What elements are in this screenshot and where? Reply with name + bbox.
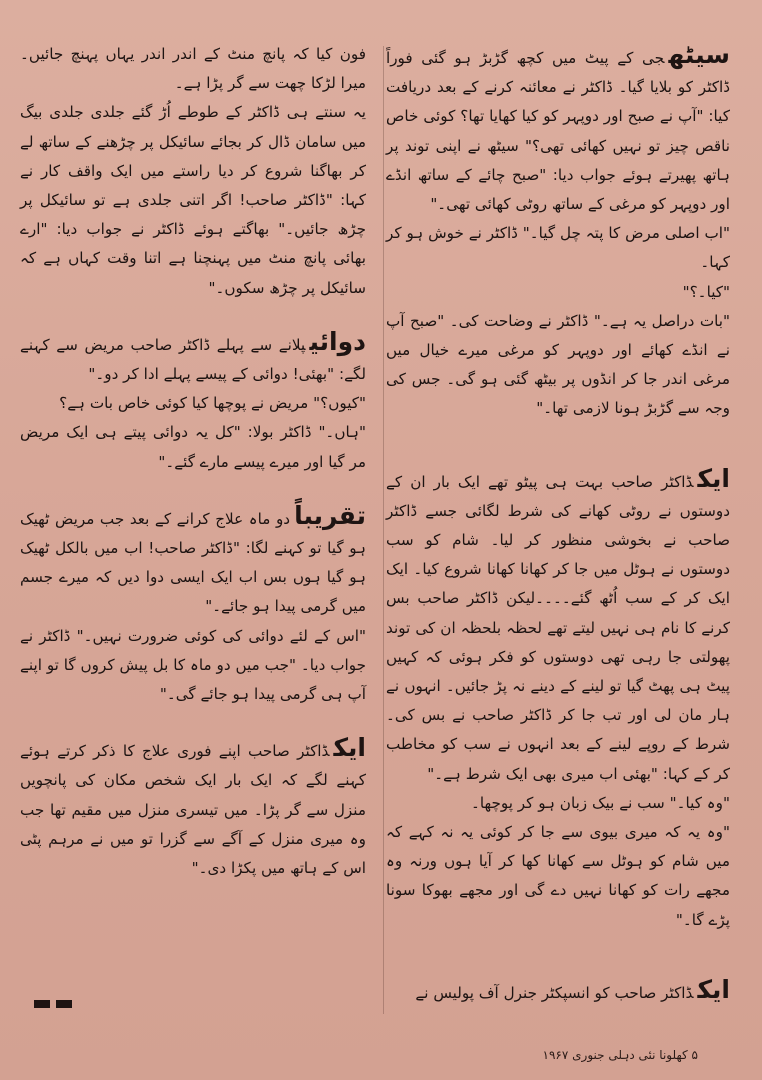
joke-inspector-paragraph <box>386 975 730 1008</box>
joke-bill-paragraph <box>20 501 366 622</box>
joke-line: "کیا۔؟" <box>682 282 730 301</box>
joke-text: ڈاکٹر صاحب اپنے فوری علاج کا ذکر کرتے ہوئے کہنے لگے کہ ایک بار ایک شخص مکان کی پانچویں منزل سے گر پڑا۔ میں تیسری منزل میں مقیم تھا جب وہ میری منزل کے آگے سے گزرا تو میں نے مرہم پٹی اس کے ہاتھ میں پکڑا دی۔" <box>20 742 366 878</box>
joke-text: ڈاکٹر صاحب بہت ہی پیٹو تھے ایک بار ان کے دوستوں نے روٹی کھانے کی شرط لگائی جسے ڈاکٹر صاحب نے بخوشی منظور کر لیا۔ شام کو سب دوستوں نے ہوٹل میں جا کر کھانا کھانا شروع کیا۔ ایک ایک کر کے سب اُٹھ گئے۔۔۔۔لیکن ڈاکٹر صاحب بس کرنے کا نام ہی نہیں لیتے تھے لحظہ بلحظہ ان کی توند پھولتی جا رہی تھی دوستوں کو فکر ہوئی کہ کہیں پیٹ ہی پھٹ گیا تو لینے کے دینے نہ پڑ جائیں۔ انہوں نے ہار مان لی اور تب جا کر ڈاکٹر صاحب نے بس کی۔ شرط کے روپے لینے کے بعد انہوں نے سب کو مخاطب کر کے کہا: "بھئی اب میری بھی ایک شرط ہے۔" <box>386 472 730 783</box>
joke-lead-word: ایک <box>333 733 366 763</box>
joke-inspector-continued: فون کیا کہ پانچ منٹ کے اندر اندر یہاں پہنچ جائیں۔ میرا لڑکا چھت سے گر پڑا ہے۔ <box>20 45 366 93</box>
joke-line: "وہ یہ کہ میری بیوی سے جا کر کوئی یہ نہ کہے کہ میں شام کو ہوٹل سے کھانا کھا کر آیا ہوں ورنہ وہ مجھے رات کو کھانا نہیں دے گی اور مجھے بھوکا سونا پڑے گا۔" <box>386 823 730 929</box>
end-of-article-mark <box>34 1000 72 1008</box>
joke-fall-paragraph <box>20 733 366 883</box>
joke-lead-word: سیٹھ <box>668 40 730 69</box>
joke-text: جی کے پیٹ میں کچھ گڑبڑ ہو گئی فوراً ڈاکٹر کو بلایا گیا۔ ڈاکٹر نے معائنہ کرنے کے بعد دریافت کیا: "آپ نے صبح اور دوپہر کو کیا کھایا تھا؟ کوئی خاص ناقص چیز تو نہیں کھائی تھی؟" سیٹھ نے اپنی توند پر ہاتھ پھیرتے ہوئے جواب دیا: "صبح چائے کے ساتھ انڈے اور دوپہر کو مرغی کے ساتھ روٹی کھائی تھی۔" <box>386 49 730 214</box>
column-divider <box>383 46 384 1014</box>
joke-text: ڈاکٹر صاحب کو انسپکٹر جنرل آف پولیس نے <box>415 983 694 1002</box>
joke-line: "کیوں؟" مریض نے پوچھا کیا کوئی خاص بات ہے؟ <box>59 394 366 413</box>
joke-line: "ہاں۔" ڈاکٹر بولا: "کل یہ دوائی پیتے ہی ایک مریض مر گیا اور میرے پیسے مارے گئے۔" <box>20 423 366 471</box>
joke-lead-word: دوائی <box>309 326 366 356</box>
joke-lead-word: تقریباً <box>294 500 366 530</box>
joke-line: "وہ کیا۔" سب نے بیک زبان ہو کر پوچھا۔ <box>470 793 730 812</box>
joke-lead-word: ایک <box>697 974 730 1004</box>
joke-line: "اب اصلی مرض کا پتہ چل گیا۔" ڈاکٹر نے خوش ہو کر کہا۔ <box>386 224 730 272</box>
page-footer: ۵ کھلونا نئی دہلی جنوری ۱۹۶۷ <box>542 1048 698 1062</box>
joke-line: یہ سنتے ہی ڈاکٹر کے طوطے اُڑ گئے جلدی جلدی بیگ میں سامان ڈال کر بجائے سائیکل پر چڑھنے کے ساتھ لے کر بھاگنا شروع کر دیا راستے میں ایک واقف کار نے کہا: "ڈاکٹر صاحب! اگر اتنی جلدی ہے تو سائیکل پر چڑھ جائیں۔" بھاگتے ہوئے ڈاکٹر نے جواب دیا: "ارے بھائی پانچ منٹ میں پہنچنا ہے اتنا وقت کہاں ہے کہ سائیکل پر چڑھ سکوں۔" <box>20 103 366 297</box>
right-column <box>386 40 730 1020</box>
left-column <box>20 40 366 1020</box>
joke-text: پلانے سے پہلے ڈاکٹر صاحب مریض سے کہنے لگے: "بھئی! دوائی کے پیسے پہلے ادا کر دو۔" <box>20 335 366 384</box>
joke-seth-paragraph <box>386 40 730 219</box>
joke-lead-word: ایک <box>697 463 730 493</box>
joke-line: "اس کے لئے دوائی کی کوئی ضرورت نہیں۔" ڈاکٹر نے جواب دیا۔ "جب میں دو ماہ کا بل پیش کروں گا تو اپنے آپ ہی گرمی پیدا ہو جائے گی۔" <box>20 626 366 704</box>
end-block-icon <box>56 1000 72 1008</box>
joke-text: دو ماہ علاج کرانے کے بعد جب مریض ٹھیک ہو گیا تو کہنے لگا: "ڈاکٹر صاحب! اب میں بالکل ٹھیک ہو گیا ہوں بس اب ایک ایسی دوا دیں کہ میرے جسم میں گرمی پیدا ہو جائے۔" <box>20 509 366 616</box>
joke-glutton-paragraph <box>386 464 730 789</box>
joke-medicine-paragraph <box>20 327 366 389</box>
joke-line: "بات دراصل یہ ہے۔" ڈاکٹر نے وضاحت کی۔ "صبح آپ نے انڈے کھائے اور دوپہر کو مرغی میرے خیال میں مرغی اندر جا کر انڈوں پر بیٹھ گئی ہو گی۔ جس کی وجہ سے گڑبڑ ہونا لازمی تھا۔" <box>386 311 730 418</box>
end-block-icon <box>34 1000 50 1008</box>
